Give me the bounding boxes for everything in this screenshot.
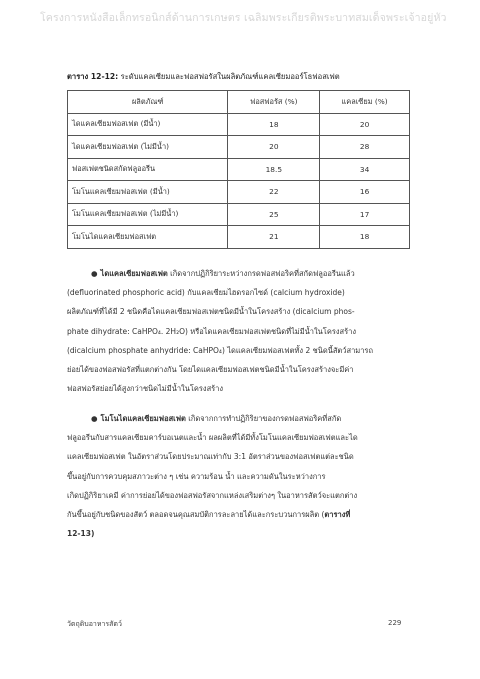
cell-phosphorus: 20	[228, 136, 320, 159]
table-row	[68, 113, 410, 136]
table-row	[68, 158, 410, 181]
bullet-icon: ●	[91, 414, 98, 423]
bullet-icon: ●	[91, 269, 98, 278]
cell-calcium: 16	[320, 181, 410, 204]
paragraph-text: )	[91, 529, 95, 539]
paragraph-dicalcium-phosphate	[67, 264, 413, 398]
paragraph-line	[67, 264, 413, 283]
paragraph-text: เกิดจากปฏิกิริยาระหว่างกรดฟอสฟอริคที่สกัดฟลูออรีนแล้ว	[167, 269, 355, 278]
header-product: ผลิตภัณฑ์	[68, 91, 228, 114]
table-caption	[67, 71, 340, 83]
paragraph-line: phate dihydrate: CaHPO₄. 2H₂O) หรือไดแคลเซียมฟอสเฟตชนิดที่ไม่มีน้ำในโครงสร้าง	[67, 326, 357, 336]
table-row	[68, 203, 410, 226]
footer-book-title: วัตถุดิบอาหารสัตว์	[67, 620, 122, 628]
paragraph-line: ขึ้นอยู่กับการควบคุมสภาวะต่าง ๆ เช่น ความร้อน น้ำ และความดันในระหว่างการ	[67, 471, 326, 481]
paragraph-line: ย่อยได้ของฟอสฟอรัสที่แตกต่างกัน โดยไดแคลเซียมฟอสเฟตชนิดมีน้ำในโครงสร้างจะมีค่า	[67, 364, 354, 374]
table-row	[68, 181, 410, 204]
paragraph-line	[67, 505, 413, 524]
paragraph-title: โมโนไดแคลเซียมฟอสเฟต	[100, 414, 186, 423]
table-row	[68, 226, 410, 249]
page-header: โครงการหนังสือเล็กทรอนิกส์ด้านการเกษตร เฉลิมพระเกียรติพระบาทสมเด็จพระเจ้าอยู่หัว	[40, 12, 447, 24]
paragraph-line: เกิดปฏิกิริยาเคมี ค่าการย่อยได้ของฟอสฟอรัสจากแหล่งเสริมต่างๆ ในอาหารสัตว์จะแตกต่าง	[67, 490, 358, 500]
page-number: 229	[388, 619, 402, 627]
paragraph-line	[67, 524, 413, 543]
paragraph-line: แคลเซียมฟอสเฟต ในอัตราส่วนโดยประมาณเท่ากับ 3:1 อัตราส่วนของฟอสเฟตแต่ละชนิด	[67, 452, 354, 462]
header-phosphorus: ฟอสฟอรัส (%)	[228, 91, 320, 114]
cell-product: ไดแคลเซียมฟอสเฟต (มีน้ำ)	[68, 113, 228, 136]
cell-phosphorus: 18.5	[228, 158, 320, 181]
paragraph-line: ฟลูออรีนกับสารแคลเซียมคาร์บอเนตและน้ำ ผลผลิตที่ได้มีทั้งโมโนแคลเซียมฟอสเฟตและได	[67, 433, 358, 443]
cell-phosphorus: 21	[228, 226, 320, 249]
cell-calcium: 20	[320, 113, 410, 136]
cell-phosphorus: 25	[228, 203, 320, 226]
paragraph-text: กันขึ้นอยู่กับชนิดของสัตว์ ตลอดจนคุณสมบัติการละลายได้และกระบวนการผลิต (	[67, 509, 325, 519]
paragraph-line: ฟอสฟอรัสย่อยได้สูงกว่าชนิดไม่มีน้ำในโครงสร้าง	[67, 384, 224, 394]
paragraph-title: ไดแคลเซียมฟอสเฟต	[100, 269, 168, 278]
paragraph-text: เกิดจากการทำปฏิกิริยาของกรดฟอสฟอริคที่สกัด	[185, 414, 342, 423]
cell-product: ฟอสเฟตชนิดสกัดฟลูออรีน	[68, 158, 228, 181]
table-reference: ตารางที่	[324, 509, 351, 519]
cell-calcium: 17	[320, 203, 410, 226]
cell-phosphorus: 18	[228, 113, 320, 136]
cell-calcium: 34	[320, 158, 410, 181]
paragraph-line: (dicalcium phosphate anhydride: CaHPO₄) ไดแคลเซียมฟอสเฟตทั้ง 2 ชนิดนี้สัตว์สามารถ	[67, 345, 374, 355]
cell-product: ไดแคลเซียมฟอสเฟต (ไม่มีน้ำ)	[68, 136, 228, 159]
cell-product: โมโนไดแคลเซียมฟอสเฟต	[68, 226, 228, 249]
cell-phosphorus: 22	[228, 181, 320, 204]
table-caption-text: ระดับแคลเซียมและฟอสฟอรัสในผลิตภัณฑ์แคลเซียมออร์โธฟอสเฟต	[118, 72, 340, 81]
cell-calcium: 18	[320, 226, 410, 249]
header-calcium: แคลเซียม (%)	[320, 91, 410, 114]
cell-calcium: 28	[320, 136, 410, 159]
calcium-phosphate-table	[67, 90, 410, 249]
paragraph-monodicalcium-phosphate	[67, 409, 413, 543]
table-reference-number: 12-13	[67, 529, 91, 539]
paragraph-line: (defluorinated phosphoric acid) กับแคลเซียมไฮดรอกไซด์ (calcium hydroxide)	[67, 288, 345, 298]
cell-product: โมโนแคลเซียมฟอสเฟต (ไม่มีน้ำ)	[68, 203, 228, 226]
paragraph-line: ผลิตภัณฑ์ที่ได้มี 2 ชนิดคือไดแคลเซียมฟอสเฟตชนิดมีน้ำในโครงสร้าง (dicalcium phos-	[67, 307, 355, 317]
table-caption-label: ตาราง 12-12:	[67, 72, 119, 81]
cell-product: โมโนแคลเซียมฟอสเฟต (มีน้ำ)	[68, 181, 228, 204]
table-row	[68, 136, 410, 159]
table-header-row	[68, 91, 410, 114]
paragraph-line	[67, 409, 413, 428]
